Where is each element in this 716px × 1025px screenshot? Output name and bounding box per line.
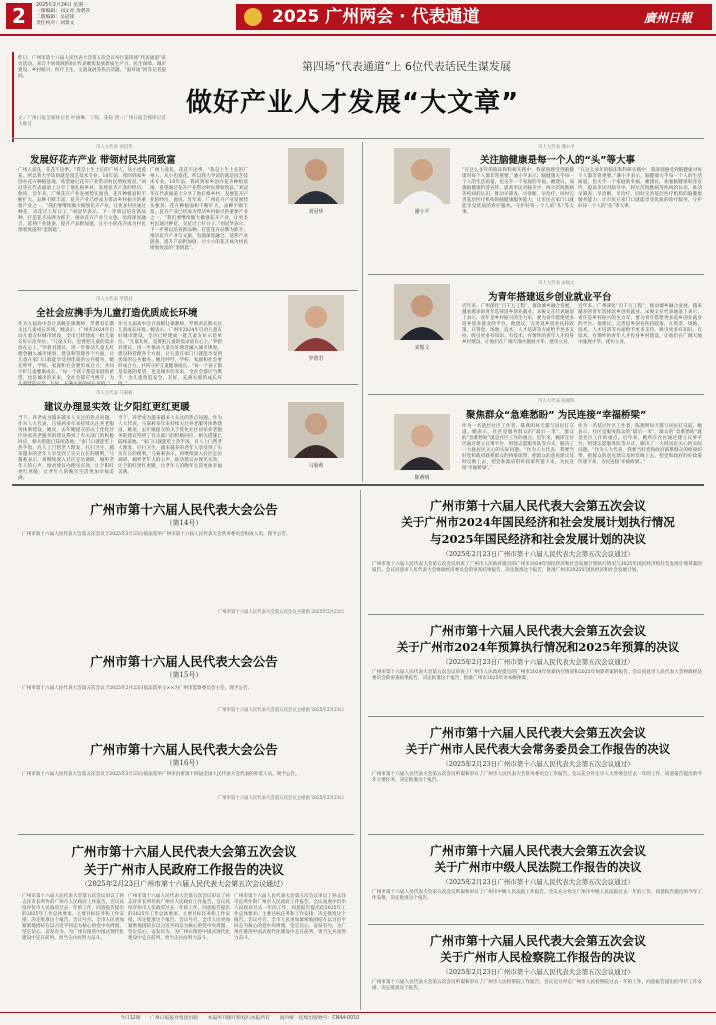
- notice-number: （第16号）: [165, 759, 203, 767]
- resolution-title-2: 关于广州市人民代表大会常务委员会工作报告的决议: [405, 742, 671, 756]
- resolution-title-1: 广州市第十六届人民代表大会第五次会议: [429, 624, 646, 638]
- resolution-title-2: 关于广州市人民政府工作报告的决议: [83, 862, 284, 877]
- story-text: 近年来，广州深化“百千万工程”，推动城乡融合发展，越来越多的青年选择返乡创业就业。宋俊文在代表通道上表示，青年是乡村振兴的生力军，要为青年搭建更多返乡创业就业的平台。他建议，完善返乡创业扶持政策，在资金、场地、技术、人才培训等方面给予更多支持，吸引更多有知识、有技术、有情怀的青年人才投身乡村建设，让他们在广阔天地中施展才华、建功立业。: [462, 304, 574, 345]
- notice-title: 广州市第十六届人民代表大会公告: [90, 502, 278, 517]
- story-title: 建议办理显实效 让夕阳红更红更暖: [44, 402, 190, 413]
- resolution-text-continued: 广州市第十六届人民代表大会第五次会议审议了孙志洋市长所作的广州市人民政府工作报告。会议高度评价市人民政府过去一年的工作，同意报告提出的2025年工作总体要求、主要目标任务和工作安排，决定批准这个报告。会议号召，全市人民更加紧密地团结在以习近平同志为核心的党中央周围，坚定信心、奋发有为，为广州在推进中国式现代化建设中走在前列、勇当尖兵而努力奋斗。: [128, 894, 230, 941]
- resolution-title-1: 广州市第十六届人民代表大会第五次会议: [429, 844, 646, 858]
- page-number: 2: [6, 3, 32, 29]
- notice-title: 广州市第十六届人民代表大会公告: [90, 742, 278, 757]
- intro-byline: 文／广州日报全媒体记者 叶丽琳、丁琛、张稳 图／广州日报全媒体记者 王维宣: [18, 116, 166, 127]
- resolution-rule: [368, 834, 704, 835]
- notice-column-divider: [360, 490, 361, 1010]
- resolution-subtitle: （2025年2月23日广州市第十六届人民代表大会第五次会议通过）: [442, 760, 634, 768]
- editor-line-2: 二版编辑：吴冠锋: [36, 15, 75, 20]
- resolution-title-2: 关于广州市2024年预算执行情况和2025年预算的决议: [396, 640, 680, 654]
- resolution-subtitle: （2025年2月23日广州市第十六届人民代表大会第五次会议通过）: [442, 550, 634, 558]
- portrait-photo: [394, 284, 450, 340]
- story-title: 为青年搭建返乡创业就业平台: [488, 292, 612, 303]
- notice-rule: [18, 834, 354, 835]
- portrait-name: 罗碧君: [308, 356, 324, 362]
- story-tag: 市人大代表 罗碧君: [96, 297, 133, 302]
- section-rule: [12, 484, 704, 486]
- resolution-title-3: 与2025年国民经济和社会发展计划的决议: [429, 532, 646, 546]
- paper-logo: 廣州日報: [644, 11, 693, 25]
- resolution-text-continued: 广州市第十六届人民代表大会第五次会议审议了孙志洋市长所作的广州市人民政府工作报告。会议高度评价市人民政府过去一年的工作，同意报告提出的2025年工作总体要求、主要目标任务和工作安排，决定批准这个报告。会议号召，全市人民更加紧密地团结在以习近平同志为核心的党中央周围，坚定信心、奋发有为，为广州在推进中国式现代化建设中走在前列、勇当尖兵而努力奋斗。: [234, 894, 346, 941]
- story-text-continued: 作为九届高中会计高级任课教师，罗碧君长期关注儿童成长环境。她表示，广州市2024年启动儿童友好城市建设，全市已经建成一批儿童友好示范单位。“儿童友好，是要把儿童的需求放在心上。”罗碧君建议，进一步推动儿童友好理念融入城市规划、建设和管理各个方面，让儿童在家门口就能享受到优质的公共服务。她还呼吁，学校、家庭和社会要形成合力，共同守护儿童健康成长。“每一个孩子都是家庭的希望，也是城市的未来，全社会都应当携手，为儿童营造安全、友好、充满关爱的成长环: [118, 322, 222, 381]
- person-icon: [288, 402, 344, 458]
- story-rule: [368, 274, 704, 275]
- resolution-title-1: 广州市第十六届人民代表大会第五次会议: [71, 844, 297, 859]
- notice-number: （第15号）: [165, 671, 203, 679]
- portrait-photo: [288, 402, 344, 458]
- column-divider: [362, 142, 363, 482]
- person-icon: [394, 284, 450, 340]
- story-title: 关注脑健康是每一个人的“头”等大事: [480, 155, 635, 166]
- story-text: 作为一名基层社区工作者，陈燕明每天都与居民打交道。她表示，社区是服务群众的“最后一米”，群众的“急难愁盼”就是社区工作的重点。近年来，她所在社区通过建立议事平台、组建志愿服务队等方式，解决了一大批居民关心的实际问题。“作为人大代表，我要当好党和政府联系群众的桥梁纽带，把群众的意见建议及时反映上去，把党和政府的好政策传递下来，为民连接‘幸福桥梁’。”: [462, 424, 574, 471]
- resolution-text: 广州市第十六届人民代表大会第五次会议审查了广州市人民政府提出的广州市2024年国民经济和社会发展计划执行情况与2025年国民经济和社会发展计划草案的报告。会议同意市人民代表大会财政经济委员会的审查结果报告，决定批准这个报告，批准广州市2025年国民经济和社会发展计划。: [372, 562, 702, 573]
- intro-text: 昨日，广州市第十六届人民代表大会第五次会议举行第四场“代表通道”采访活动。来自不同领域的6位代表聚焦发展新质生产力、民生保障、城市建设、乡村振兴、医疗卫生、文旅发展等热点话题，“面对面”回答记者提问。: [18, 56, 166, 79]
- notice-number: （第14号）: [165, 519, 203, 527]
- resolution-subtitle: （2025年2月23日广州市第十六届人民代表大会第五次会议通过）: [80, 880, 288, 888]
- story-tag: 市人大代表 刘冠华: [96, 145, 133, 150]
- story-tag: 市人大代表 马菊莉: [96, 391, 133, 396]
- story-text: “在这么多年的临床和科研实践中，我深刻感受到脑健康对每个人都非常重要。”潘小平表示，脑健康关乎每一个人的生活质量，也关乎一个家庭的幸福。她建议，加强脑健康科普宣传，提高市民对脑卒中、阿尔茨海默病等疾病的认识，推动早筛查、早诊断、早治疗。同时完善基层医疗机构的脑健康服务能力，让市民在家门口就能享受优质的诊疗服务，守护好每一个人的“头”等大事。: [462, 168, 574, 215]
- notice-text: 广州市第十六届人民代表大会第五次会议于2025年2月23日依法选举广州市第十六届人民代表大会常务委员会组成人员。现予公告。: [22, 532, 291, 537]
- person-icon: [394, 414, 450, 470]
- story-tag: 市人大代表 陈燕明: [538, 399, 575, 404]
- resolution-text: 广州市第十六届人民代表大会第五次会议听取和审议了广州市中级人民法院工作报告。会议充分肯定广州市中级人民法院过去一年的工作，同意报告提出的今年工作安排，决定批准这个报告。: [372, 890, 702, 901]
- story-rule: [18, 290, 358, 291]
- kicker: 第四场“代表通道”上 6位代表话民生谋发展: [302, 60, 511, 73]
- proofreader-line: 责任校对：刘景文: [36, 21, 75, 26]
- notice-text: 广州市第十六届人民代表大会第五次会议于2025年2月23日依法选举王××为广州市监察委员会主任。现予公告。: [22, 686, 253, 691]
- resolution-title-1: 广州市第十六届人民代表大会第五次会议: [429, 499, 646, 513]
- story-text: 作为九届高中会计高级任课教师，罗碧君长期关注儿童成长环境。她表示，广州市2024年启动儿童友好城市建设，全市已经建成一批儿童友好示范单位。“儿童友好，是要把儿童的需求放在心上。”罗碧君建议，进一步推动儿童友好理念融入城市规划、建设和管理各个方面，让儿童在家门口就能享受到优质的公共服务。她还呼吁，学校、家庭和社会要形成合力，共同守护儿童健康成长。“每一个孩子都是家庭的希望，也是城市的未来，全社会都应当携手，为: [18, 322, 114, 381]
- section-title: 2025 广州两会 · 代表通道: [272, 7, 480, 27]
- resolution-text: 广州市第十六届人民代表大会第五次会议听取和审议了广州市人民代表大会常务委员会工作报告。会议充分肯定市人大常委会过去一年的工作，同意报告提出的今年主要任务，决定批准这个报告。: [372, 772, 702, 783]
- issue-date: 2025年2月24日 星期一: [36, 3, 88, 8]
- resolution-text: 广州市第十六届人民代表大会第五次会议审议了孙志洋市长所作的广州市人民政府工作报告。会议高度评价市人民政府过去一年的工作，同意报告提出的2025年工作总体要求、主要目标任务和工作安排，决定批准这个报告。会议号召，全市人民更加紧密地团结在以习近平同志为核心的党中央周围，坚定信心、奋发有为，为广州在推进中国式现代化建设中走在前列、勇当尖兵而努力奋斗。: [22, 894, 124, 941]
- story-title: 全社会应携手为儿童打造优质成长环境: [36, 308, 198, 319]
- resolution-rule: [368, 716, 704, 717]
- resolution-text: 广州市第十六届人民代表大会第五次会议听取和审议了广州市人民检察院工作报告。会议充分肯定广州市人民检察院过去一年的工作，同意报告提出的今年工作安排，决定批准这个报告。: [372, 980, 702, 991]
- notice-signature: 广州市第十六届人民代表大会第五次会议主席团 2025年2月23日: [217, 708, 344, 713]
- portrait-name: 陈燕明: [414, 475, 430, 481]
- resolution-text: 广州市第十六届人民代表大会第五次会议审查了广州市人民政府提出的广州市2024年预算执行情况和2025年预算草案的报告。会议同意市人民代表大会财政经济委员会的审查结果报告，决定批准这个报告，批准广州市2025年市本级预算。: [372, 670, 702, 681]
- story-text: 当下，养老成为越来越多人关注的热点问题。作为人大代表，马菊莉多年来持续关注养老服务体系建设。她说，去年她提交的关于优化社区居家养老服务的建议得到了有关部门的积极回应，相关措施已陆续落地。“家门口就能吃上热乎饭，有人上门帮老人理发、打扫卫生，越来越多的老年人享受到了实实在在的便利。”马菊莉表示，将继续深入社区走访调研，倾听老年人的心声，推动建议办理见实效，让夕阳红更红更暖，让老年人的晚年生活更加幸福美满。: [18, 416, 114, 481]
- story-text-continued: 广州人爱花，花花不论季。“我是土生土长的广州人，从小也爱花。所以我大学读的就是园艺技术专业。10年前，我回到家乡创办花卉种植基地，希望通过花卉产业带动村民增收致富。”刘冠华在代表通道上分享了他扎根乡村、发展花卉产业的经历。他说，近年来，广州花卉产业发展势头强劲，花卉种植面积不断扩大，品种不断丰富，花卉产业已经成为带动乡村振兴的重要产业之一。“我们要继续做大做强花卉产业，让更多村民通过种花、卖花过上好日子。”刘冠华表示，下一步将以培育新品种、打造花卉品牌为抓手，推动花卉产业与文旅、电商深度融合，延伸产业链条，提升产品附加值，让小小的花卉成为村民增收致富的“金钥匙”。: [150, 168, 248, 251]
- person-icon: [394, 148, 450, 204]
- story-text-continued: 当下，养老成为越来越多人关注的热点问题。作为人大代表，马菊莉多年来持续关注养老服务体系建设。她说，去年她提交的关于优化社区居家养老服务的建议得到了有关部门的积极回应，相关措施已陆续落地。“家门口就能吃上热乎饭，有人上门帮老人理发、打扫卫生，越来越多的老年人享受到了实实在在的便利。”马菊莉表示，将继续深入社区走访调研，倾听老年人的心声，推动建议办理见实效，让夕阳红更红更暖，让老年人的晚年生活更加幸福美满。: [118, 416, 222, 475]
- portrait-photo: [288, 295, 344, 351]
- portrait-photo: [288, 148, 344, 204]
- resolution-subtitle: （2025年2月23日广州市第十六届人民代表大会第五次会议通过）: [442, 658, 634, 666]
- page-footer: [0, 1012, 716, 1025]
- story-title: 聚焦群众“急难愁盼” 为民连接“幸福桥梁”: [466, 410, 647, 421]
- notice-text: 广州市第十六届人民代表大会第五次会议于2025年2月23日依法选举广州市出席第十四届全国人民代表大会代表的补选人员。现予公告。: [22, 772, 300, 777]
- story-text: 广州人爱花，花花不论季。“我是土生土长的广州人，从小也爱花。所以我大学读的就是园艺技术专业。10年前，我回到家乡创办花卉种植基地，希望通过花卉产业带动村民增收致富。”刘冠华在代表通道上分享了他扎根乡村、发展花卉产业的经历。他说，近年来，广州花卉产业发展势头强劲，花卉种植面积不断扩大，品种不断丰富，花卉产业已经成为带动乡村振兴的重要产业之一。“我们要继续做大做强花卉产业，让更多村民通过种花、卖花过上好日子。”刘冠华表示，下一步将以培育新品种、打造花卉品牌为抓手，推动花卉产业与文旅、电商深度融合，延伸产业链条，提升产品附加值，让小小的花卉成为村民增收致富的“金钥匙”。: [18, 168, 146, 233]
- story-tag: 市人大代表 潘小平: [538, 145, 575, 150]
- edition-info: [36, 3, 156, 27]
- intro-accent: [12, 52, 14, 142]
- story-text-continued: 作为一名基层社区工作者，陈燕明每天都与居民打交道。她表示，社区是服务群众的“最后一米”，群众的“急难愁盼”就是社区工作的重点。近年来，她所在社区通过建立议事平台、组建志愿服务队等方式，解决了一大批居民关心的实际问题。“作为人大代表，我要当好党和政府联系群众的桥梁纽带，把群众的意见建议及时反映上去，把党和政府的好政策传递下来，为民连接‘幸福桥梁’。”: [578, 424, 702, 465]
- headline-rule: [12, 138, 704, 139]
- editor-line-1: 一版编辑：刘文亮 余碧莎: [36, 9, 91, 14]
- resolution-subtitle: （2025年2月23日广州市第十六届人民代表大会第五次会议通过）: [442, 968, 634, 976]
- person-icon: [288, 148, 344, 204]
- portrait-name: 潘小平: [414, 209, 430, 215]
- resolution-title-1: 广州市第十六届人民代表大会第五次会议: [429, 934, 646, 948]
- story-text-continued: 近年来，广州深化“百千万工程”，推动城乡融合发展，越来越多的青年选择返乡创业就业。宋俊文在代表通道上表示，青年是乡村振兴的生力军，要为青年搭建更多返乡创业就业的平台。他建议，完善返乡创业扶持政策，在资金、场地、技术、人才培训等方面给予更多支持，吸引更多有知识、有技术、有情怀的青年人才投身乡村建设，让他们在广阔天地中施展才华、建功立业。: [578, 304, 702, 345]
- resolution-rule: [368, 924, 704, 925]
- emblem-icon: [244, 8, 262, 26]
- portrait-name: 宋俊文: [414, 345, 430, 351]
- resolution-title-2: 关于广州市人民检察院工作报告的决议: [440, 950, 636, 964]
- resolution-subtitle: （2025年2月23日广州市第十六届人民代表大会第五次会议通过）: [442, 878, 634, 886]
- story-text-continued: “在这么多年的临床和科研实践中，我深刻感受到脑健康对每个人都非常重要。”潘小平表示，脑健康关乎每一个人的生活质量，也关乎一个家庭的幸福。她建议，加强脑健康科普宣传，提高市民对脑卒中、阿尔茨海默病等疾病的认识，推动早筛查、早诊断、早治疗。同时完善基层医疗机构的脑健康服务能力，让市民在家门口就能享受优质的诊疗服务，守护好每一个人的“头”等大事。: [578, 168, 702, 209]
- portrait-photo: [394, 414, 450, 470]
- notice-title: 广州市第十六届人民代表大会公告: [90, 654, 278, 669]
- resolution-title-2: 关于广州市2024年国民经济和社会发展计划执行情况: [401, 515, 675, 529]
- resolution-title-1: 广州市第十六届人民代表大会第五次会议: [429, 726, 646, 740]
- notice-signature: 广州市第十六届人民代表大会第五次会议主席团 2025年2月23日: [217, 610, 344, 615]
- resolution-title-2: 关于广州市中级人民法院工作报告的决议: [434, 860, 642, 874]
- headline: 做好产业人才发展“大文章”: [186, 88, 520, 118]
- portrait-name: 刘冠华: [308, 209, 324, 215]
- story-tag: 市人大代表 宋俊文: [538, 281, 575, 286]
- story-title: 发展好花卉产业 带领村民共同致富: [30, 155, 176, 166]
- portrait-name: 马菊莉: [308, 463, 324, 469]
- footer-text: 今日12版 广州日报报业集团出版 本报所刊图片版权归本报所有 国内统一连续出版物号：CN44-0010: [120, 1016, 360, 1021]
- portrait-photo: [394, 148, 450, 204]
- story-rule: [368, 394, 704, 395]
- intro-block: [18, 56, 166, 128]
- notice-signature: 广州市第十六届人民代表大会第五次会议主席团 2025年2月23日: [217, 796, 344, 801]
- person-icon: [288, 295, 344, 351]
- resolution-rule: [368, 614, 704, 615]
- story-rule: [18, 384, 358, 385]
